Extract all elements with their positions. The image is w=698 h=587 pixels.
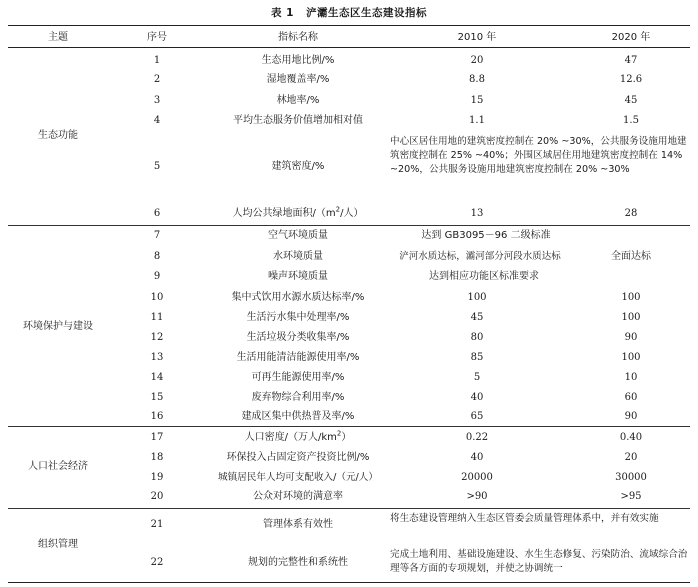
row-serial: 17 <box>150 432 164 443</box>
row-serial: 11 <box>150 312 164 323</box>
header-indicator: 指标名称 <box>278 32 318 43</box>
section-rule <box>8 426 690 427</box>
row-value-2010: 5 <box>473 372 481 383</box>
row-value-2010: 100 <box>467 292 487 303</box>
row-serial: 16 <box>150 411 164 422</box>
header-2020: 2020 年 <box>611 32 651 43</box>
row-value-2020: 0.40 <box>619 432 643 443</box>
header-serial: 序号 <box>147 32 167 43</box>
row-value-2020: 20 <box>624 452 638 463</box>
row-indicator: 环保投入占固定资产投资比例/% <box>226 452 370 463</box>
table-caption <box>0 5 698 20</box>
row-value-2020: 1.5 <box>623 115 639 126</box>
row-merged-value: 达到 GB3095－96 二级标准 <box>421 230 551 241</box>
row-value-2020: 100 <box>621 292 641 303</box>
row-value-2010: 20000 <box>461 472 493 483</box>
row-serial: 21 <box>150 519 164 530</box>
row-value-2020: 100 <box>621 352 641 363</box>
row-indicator: 建成区集中供热普及率/% <box>241 411 355 422</box>
row-merged-value: 中心区居住用地的建筑密度控制在 20% ~30%，公共服务设施用地建筑密度控制在 25% ~40%；外围区域居住用地建筑密度控制在 14% ~20%，公共服务设施用地建筑密度控制在 20% ~30% <box>390 136 687 175</box>
row-value-2010: 40 <box>470 392 484 403</box>
row-serial: 3 <box>153 95 161 106</box>
row-value-2020: 全面达标 <box>611 251 651 262</box>
row-indicator: 湿地覆盖率/% <box>266 74 330 85</box>
row-serial: 2 <box>153 74 161 85</box>
row-serial: 22 <box>150 557 164 568</box>
header-theme: 主题 <box>48 32 68 43</box>
section-rule <box>8 508 690 509</box>
row-value-2010: 1.1 <box>469 115 485 126</box>
section-rule <box>8 225 690 226</box>
row-value-2010: 80 <box>470 332 484 343</box>
row-indicator: 集中式饮用水源水质达标率/% <box>231 292 365 303</box>
row-serial: 5 <box>153 161 161 172</box>
row-indicator: 公众对环境的满意率 <box>253 491 343 502</box>
row-serial: 8 <box>153 251 161 262</box>
row-serial: 9 <box>153 271 161 282</box>
theme-environmental-protection: 环境保护与建设 <box>23 321 93 332</box>
row-value-2020: 28 <box>624 208 638 219</box>
row-indicator: 废弃物综合利用率/% <box>251 392 345 403</box>
row-value-2010: 65 <box>470 411 484 422</box>
row-serial: 10 <box>150 292 164 303</box>
row-indicator: 人口密度/（万人$/km^2$） <box>244 429 352 443</box>
row-serial: 19 <box>150 472 164 483</box>
theme-ecological-function: 生态功能 <box>38 130 78 141</box>
row-value-2010: 40 <box>470 452 484 463</box>
row-value-2020: 100 <box>621 312 641 323</box>
top-rule <box>8 25 690 26</box>
row-value-2010: 8.8 <box>469 74 485 85</box>
row-value-2010: 0.22 <box>465 432 489 443</box>
row-serial: 13 <box>150 352 164 363</box>
row-merged-value: 完成土地利用、基础设施建设、水生生态修复、污染防治、流域综合治理等各方面的专项规划，并使之协调统一 <box>390 549 688 574</box>
row-value-2020: 12.6 <box>619 74 643 85</box>
row-serial: 12 <box>150 332 164 343</box>
row-indicator: 建筑密度/% <box>271 161 325 172</box>
row-value-2010: 20 <box>470 55 484 66</box>
header-2010: 2010 年 <box>457 32 497 43</box>
row-value-2020: 90 <box>624 411 638 422</box>
row-serial: 15 <box>150 392 164 403</box>
row-indicator: 可再生能源使用率/% <box>251 372 345 383</box>
row-indicator: 规划的完整性和系统性 <box>248 557 348 568</box>
header-rule <box>8 47 690 48</box>
row-indicator: 城镇居民年人均可支配收入/（元/人） <box>218 472 378 483</box>
row-indicator: 生活用能清洁能源使用率/% <box>236 352 360 363</box>
row-indicator: 生活污水集中处理率/% <box>246 312 350 323</box>
row-indicator: 噪声环境质量 <box>268 271 328 282</box>
row-value-2010: 浐河水质达标，灞河部分河段水质达标 <box>399 251 561 262</box>
row-serial: 4 <box>153 115 161 126</box>
table-number: 表 1 <box>271 7 294 19</box>
row-indicator: 生态用地比例/% <box>261 55 335 66</box>
row-value-2010: 15 <box>470 95 484 106</box>
row-serial: 18 <box>150 452 164 463</box>
row-merged-value: 达到相应功能区标准要求 <box>429 271 539 282</box>
table-title: 浐灞生态区生态建设指标 <box>305 7 427 19</box>
theme-organization-management: 组织管理 <box>38 539 78 550</box>
row-indicator: 人均公共绿地面积$/(m^2/$人） <box>232 205 364 219</box>
row-value-2020: 47 <box>624 55 638 66</box>
row-value-2010: >90 <box>466 491 488 502</box>
row-value-2020: 10 <box>624 372 638 383</box>
row-serial: 20 <box>150 491 164 502</box>
row-serial: 6 <box>153 208 161 219</box>
row-serial: 1 <box>153 55 161 66</box>
row-value-2020: 45 <box>624 95 638 106</box>
row-value-2010: 85 <box>470 352 484 363</box>
row-indicator: 空气环境质量 <box>268 230 328 241</box>
row-value-2010: 45 <box>470 312 484 323</box>
row-serial: 7 <box>153 230 161 241</box>
row-value-2020: 90 <box>624 332 638 343</box>
row-indicator: 生活垃圾分类收集率/% <box>246 332 350 343</box>
row-indicator: 平均生态服务价值增加相对值 <box>233 115 363 126</box>
row-indicator: 林地率/% <box>276 95 320 106</box>
row-serial: 14 <box>150 372 164 383</box>
theme-population-socioeconomic: 人口社会经济 <box>28 461 88 472</box>
row-value-2020: 30000 <box>615 472 647 483</box>
row-indicator: 水环境质量 <box>273 251 323 262</box>
row-value-2020: >95 <box>620 491 642 502</box>
bottom-rule <box>8 582 690 583</box>
row-indicator: 管理体系有效性 <box>263 519 333 530</box>
row-value-2020: 60 <box>624 392 638 403</box>
row-merged-value: 将生态建设管理纳入生态区管委会质量管理体系中，并有效实施 <box>390 513 659 524</box>
row-value-2010: 13 <box>470 208 484 219</box>
